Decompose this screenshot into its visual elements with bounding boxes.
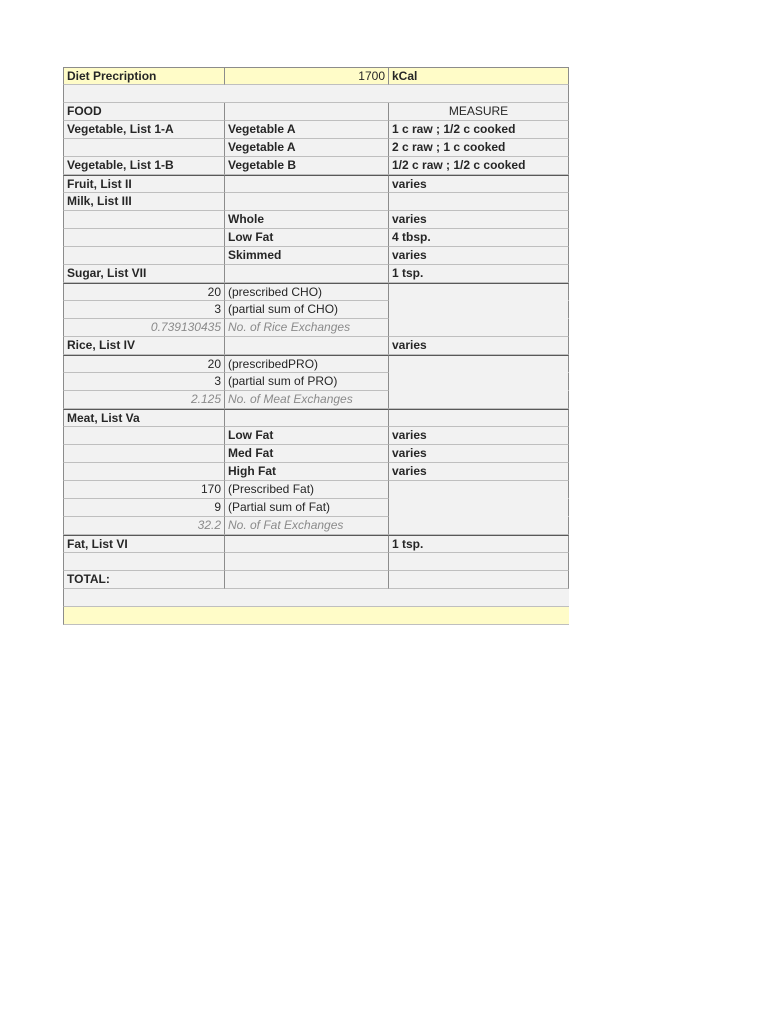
measure-cell[interactable]: [389, 571, 569, 589]
table-row: [63, 265, 569, 283]
table-row: [63, 427, 569, 445]
measure-cell[interactable]: 1 tsp.: [389, 535, 569, 553]
table-row: [63, 445, 569, 463]
value-cell[interactable]: 20: [63, 283, 225, 301]
table-row: [63, 499, 569, 517]
blank-cell[interactable]: [63, 589, 569, 607]
measure-cell[interactable]: [389, 481, 569, 499]
measure-cell[interactable]: varies: [389, 175, 569, 193]
item-cell[interactable]: Vegetable B: [225, 157, 389, 175]
table-row: [63, 535, 569, 553]
measure-cell[interactable]: 4 tbsp.: [389, 229, 569, 247]
measure-cell[interactable]: 1 c raw ; 1/2 c cooked: [389, 121, 569, 139]
measure-cell[interactable]: varies: [389, 247, 569, 265]
table-row: [63, 211, 569, 229]
table-row: [63, 373, 569, 391]
note-cell[interactable]: (partial sum of PRO): [225, 373, 389, 391]
table-row: [63, 481, 569, 499]
measure-cell[interactable]: [389, 193, 569, 211]
table-row: [63, 283, 569, 301]
meat-exchanges-value[interactable]: 2.125: [63, 391, 225, 409]
note-cell[interactable]: (partial sum of CHO): [225, 301, 389, 319]
kcal-unit[interactable]: kCal: [389, 67, 569, 85]
note-cell[interactable]: (prescribed CHO): [225, 283, 389, 301]
diet-prescription-label[interactable]: Diet Precription: [63, 67, 225, 85]
food-cell[interactable]: [63, 247, 225, 265]
food-cell[interactable]: Rice, List IV: [63, 337, 225, 355]
table-header-row: [63, 103, 569, 121]
total-label[interactable]: TOTAL:: [63, 571, 225, 589]
measure-column-header[interactable]: MEASURE: [389, 103, 569, 121]
fat-exchanges-value[interactable]: 32.2: [63, 517, 225, 535]
blank-row: [63, 85, 569, 103]
rice-exchanges-value[interactable]: 0.739130435: [63, 319, 225, 337]
table-row: [63, 463, 569, 481]
blank-row: [63, 589, 569, 607]
item-cell[interactable]: [225, 265, 389, 283]
diet-prescription-row: [63, 67, 569, 85]
table-row: [63, 175, 569, 193]
measure-cell[interactable]: [389, 373, 569, 391]
table-row: [63, 319, 569, 337]
rice-exchanges-label[interactable]: No. of Rice Exchanges: [225, 319, 389, 337]
total-row: [63, 571, 569, 589]
table-row: [63, 193, 569, 211]
note-cell[interactable]: (Prescribed Fat): [225, 481, 389, 499]
value-cell[interactable]: 20: [63, 355, 225, 373]
measure-cell[interactable]: [389, 391, 569, 409]
table-row: [63, 391, 569, 409]
footer-row: [63, 607, 569, 625]
fat-exchanges-label[interactable]: No. of Fat Exchanges: [225, 517, 389, 535]
table-row: [63, 247, 569, 265]
food-cell[interactable]: Fat, List VI: [63, 535, 225, 553]
food-cell[interactable]: [63, 445, 225, 463]
food-cell[interactable]: [63, 229, 225, 247]
measure-cell[interactable]: varies: [389, 445, 569, 463]
food-cell[interactable]: Fruit, List II: [63, 175, 225, 193]
footer-cell[interactable]: [63, 607, 569, 625]
item-cell[interactable]: High Fat: [225, 463, 389, 481]
item-cell[interactable]: [225, 337, 389, 355]
measure-cell[interactable]: [389, 283, 569, 301]
column-2-header[interactable]: [225, 103, 389, 121]
item-cell[interactable]: [225, 535, 389, 553]
note-cell[interactable]: (prescribedPRO): [225, 355, 389, 373]
measure-cell[interactable]: varies: [389, 337, 569, 355]
item-cell[interactable]: [225, 553, 389, 571]
diet-spreadsheet: [63, 67, 569, 625]
item-cell[interactable]: Skimmed: [225, 247, 389, 265]
measure-cell[interactable]: varies: [389, 427, 569, 445]
measure-cell[interactable]: [389, 517, 569, 535]
table-row: [63, 121, 569, 139]
measure-cell[interactable]: [389, 553, 569, 571]
kcal-value[interactable]: 1700: [225, 67, 389, 85]
value-cell[interactable]: 170: [63, 481, 225, 499]
food-cell[interactable]: Sugar, List VII: [63, 265, 225, 283]
item-cell[interactable]: Vegetable A: [225, 139, 389, 157]
food-cell[interactable]: [63, 553, 225, 571]
table-row: [63, 229, 569, 247]
measure-cell[interactable]: [389, 319, 569, 337]
measure-cell[interactable]: varies: [389, 211, 569, 229]
meat-exchanges-label[interactable]: No. of Meat Exchanges: [225, 391, 389, 409]
food-column-header[interactable]: FOOD: [63, 103, 225, 121]
item-cell[interactable]: [225, 193, 389, 211]
item-cell[interactable]: Med Fat: [225, 445, 389, 463]
food-cell[interactable]: [63, 427, 225, 445]
value-cell[interactable]: 9: [63, 499, 225, 517]
item-cell[interactable]: Vegetable A: [225, 121, 389, 139]
table-row: [63, 139, 569, 157]
table-row: [63, 553, 569, 571]
food-cell[interactable]: Milk, List III: [63, 193, 225, 211]
food-cell[interactable]: Vegetable, List 1-A: [63, 121, 225, 139]
food-cell[interactable]: Vegetable, List 1-B: [63, 157, 225, 175]
measure-cell[interactable]: 1 tsp.: [389, 265, 569, 283]
item-cell[interactable]: Whole: [225, 211, 389, 229]
measure-cell[interactable]: 2 c raw ; 1 c cooked: [389, 139, 569, 157]
item-cell[interactable]: Low Fat: [225, 427, 389, 445]
food-cell[interactable]: [63, 139, 225, 157]
measure-cell[interactable]: [389, 499, 569, 517]
table-row: [63, 409, 569, 427]
food-cell[interactable]: [63, 463, 225, 481]
value-cell[interactable]: 3: [63, 373, 225, 391]
food-cell[interactable]: [63, 211, 225, 229]
value-cell[interactable]: 3: [63, 301, 225, 319]
item-cell[interactable]: Low Fat: [225, 229, 389, 247]
table-row: [63, 301, 569, 319]
measure-cell[interactable]: [389, 355, 569, 373]
table-row: [63, 355, 569, 373]
measure-cell[interactable]: 1/2 c raw ; 1/2 c cooked: [389, 157, 569, 175]
note-cell[interactable]: (Partial sum of Fat): [225, 499, 389, 517]
item-cell[interactable]: [225, 571, 389, 589]
food-cell[interactable]: Meat, List Va: [63, 409, 225, 427]
table-row: [63, 337, 569, 355]
table-row: [63, 157, 569, 175]
table-row: [63, 517, 569, 535]
blank-cell[interactable]: [63, 85, 569, 103]
measure-cell[interactable]: [389, 409, 569, 427]
measure-cell[interactable]: varies: [389, 463, 569, 481]
item-cell[interactable]: [225, 409, 389, 427]
measure-cell[interactable]: [389, 301, 569, 319]
item-cell[interactable]: [225, 175, 389, 193]
